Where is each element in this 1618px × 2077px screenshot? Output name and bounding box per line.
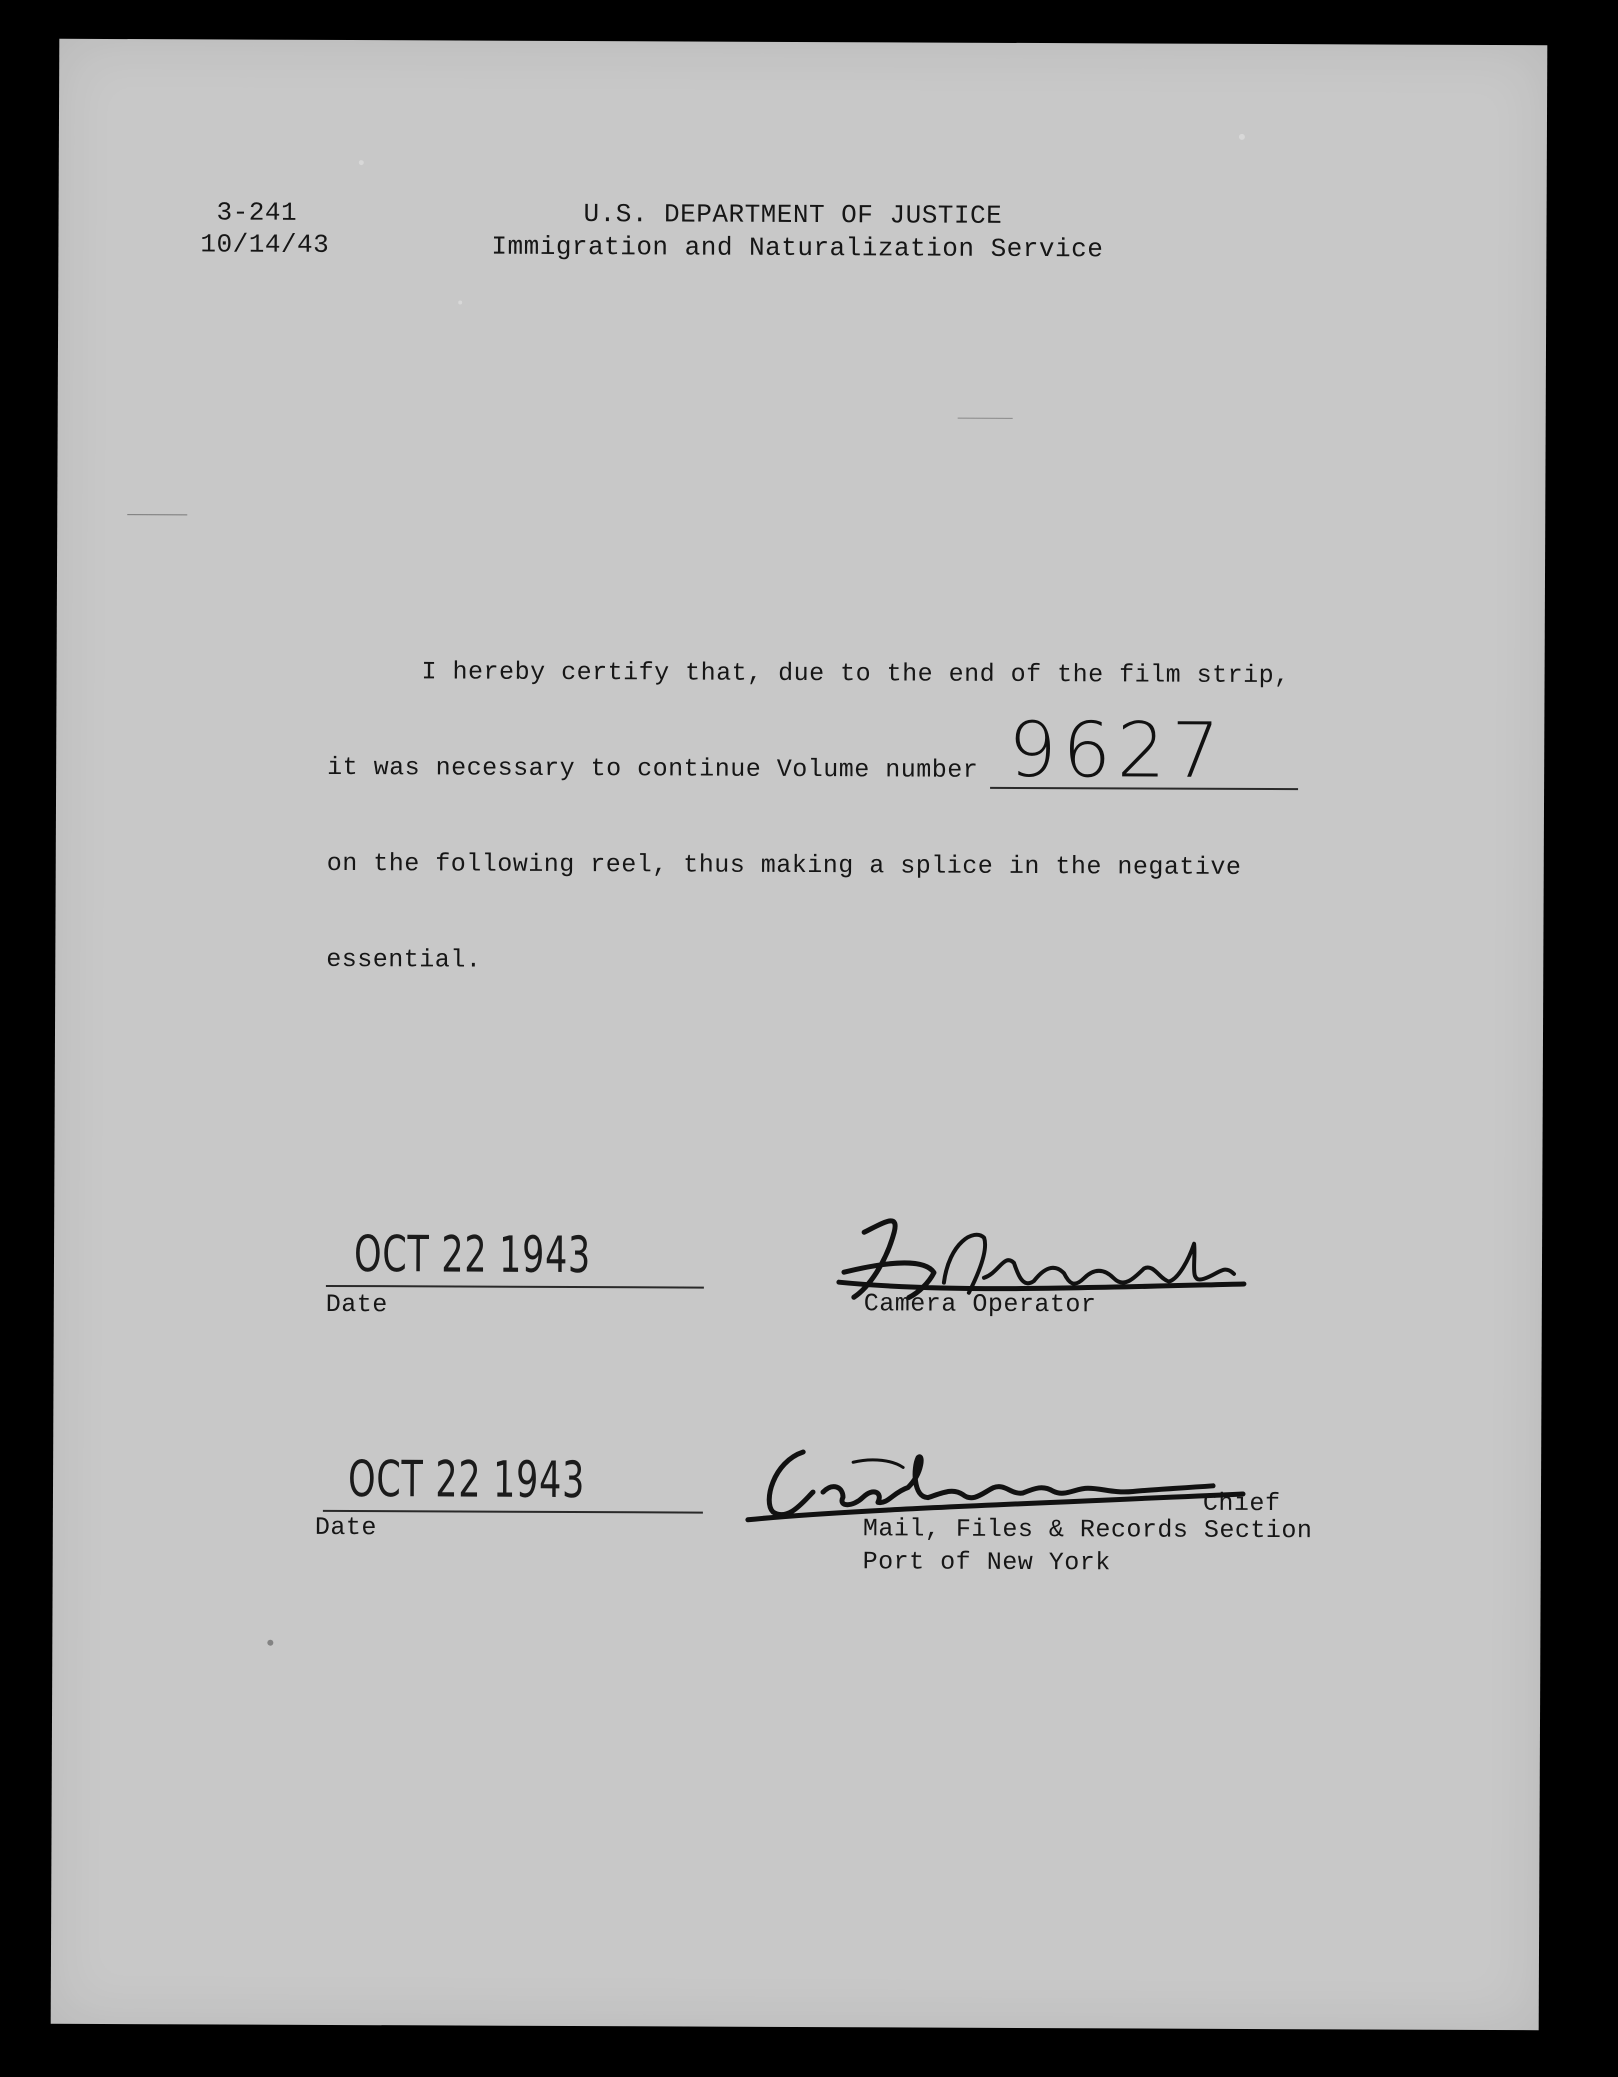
certification-line-4: essential. [326, 944, 482, 975]
agency-title: U.S. DEPARTMENT OF JUSTICE [583, 199, 1003, 231]
form-number: 3-241 [216, 197, 298, 228]
volume-number: 9627 [1008, 704, 1226, 795]
certification-line-2: it was necessary to continue Volume number [327, 752, 979, 785]
date-stamp: OCT 22 1943 [347, 1450, 586, 1510]
chief-title-struck: Chief [1202, 1488, 1281, 1519]
paper-speck [267, 1640, 273, 1646]
date-stamp: OCT 22 1943 [353, 1225, 592, 1285]
edge-mark [958, 418, 1013, 419]
edge-mark [127, 514, 187, 515]
paper-speck [1239, 134, 1245, 140]
date-label: Date [314, 1512, 377, 1543]
certification-line-1: I hereby certify that, due to the end of the film strip, [421, 657, 1290, 691]
certification-line-3: on the following reel, thus making a splice in the negative [326, 848, 1242, 882]
date-line [323, 1510, 703, 1514]
paper-speck [458, 301, 462, 305]
date-label: Date [325, 1289, 388, 1320]
service-name: Immigration and Naturalization Service [491, 231, 1104, 265]
form-date: 10/14/43 [200, 229, 330, 260]
document-page [51, 39, 1548, 2030]
date-line [326, 1285, 704, 1289]
camera-operator-title: Camera Operator [863, 1289, 1097, 1320]
section-name: Mail, Files & Records Section [862, 1514, 1313, 1546]
paper-speck [359, 160, 364, 165]
port-location: Port of New York [862, 1547, 1111, 1578]
